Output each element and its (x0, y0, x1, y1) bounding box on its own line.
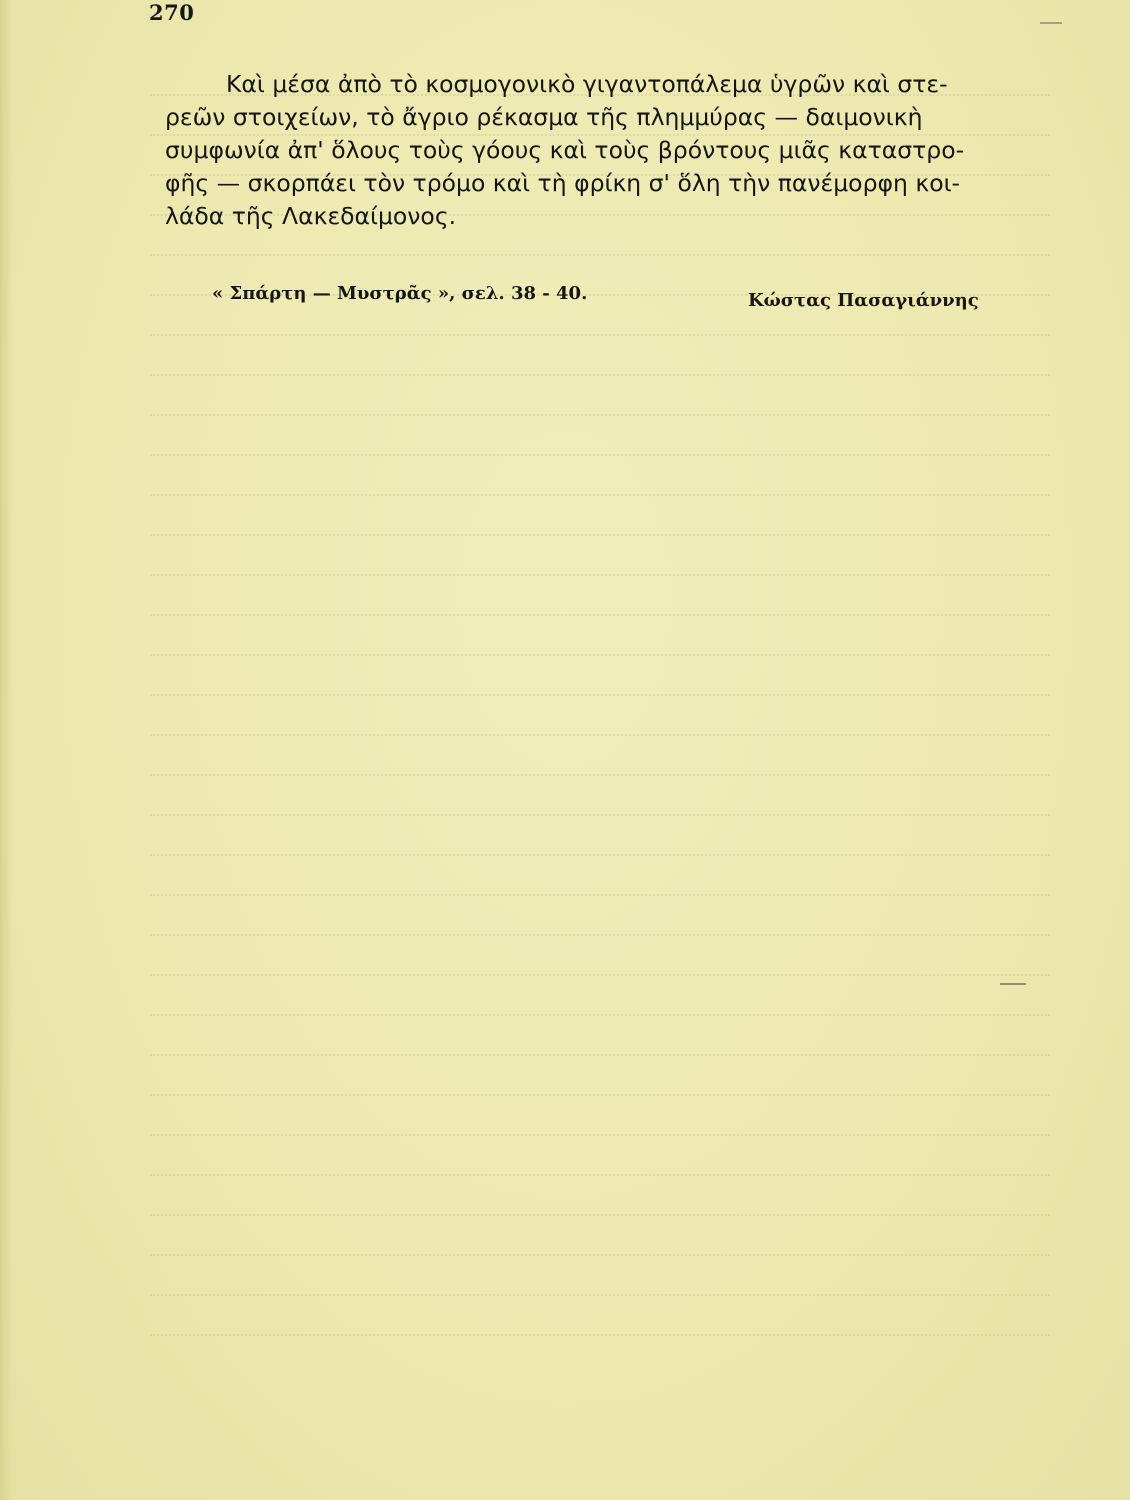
page-edge-shadow (0, 0, 14, 1500)
citation-author: Κώστας Πασαγιάννης (748, 290, 979, 311)
passage-line: Καὶ μέσα ἀπὸ τὸ κοσμογονικὸ γιγαντοπάλεμα ὑγρῶν καὶ στε- (226, 70, 948, 98)
scan-mark (1040, 22, 1062, 24)
scan-mark (1000, 983, 1026, 985)
passage-line: φῆς — σκορπάει τὸν τρόμο καὶ τὴ φρίκη σ' ὅλη τὴν πανέμορφη κοι- (165, 169, 961, 197)
quoted-passage (165, 68, 1025, 233)
passage-line: λάδα τῆς Λακεδαίμονος. (165, 202, 457, 230)
citation-source: « Σπάρτη — Μυστρᾶς », σελ. 38 - 40. (212, 283, 588, 304)
passage-line: συμφωνία ἀπ' ὅλους τοὺς γόους καὶ τοὺς βρόντους μιᾶς καταστρο- (165, 136, 965, 164)
show-through-texture (150, 60, 1050, 1360)
passage-line: ρεῶν στοιχείων, τὸ ἄγριο ρέκασμα τῆς πλημμύρας — δαιμονικὴ (165, 103, 923, 131)
page-number: 270 (149, 0, 195, 25)
